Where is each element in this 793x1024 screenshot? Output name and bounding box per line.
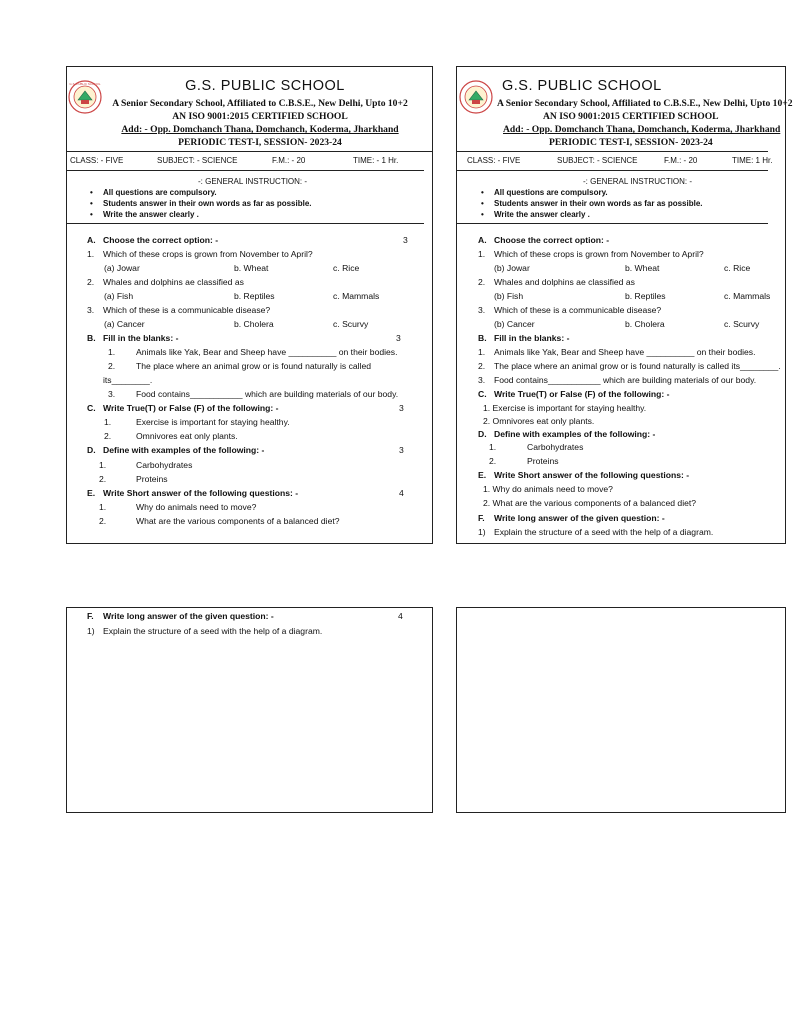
- blank-text-copy: Food contains___________ which are building materials of our body.: [494, 375, 757, 385]
- option-a: (a) Cancer: [104, 319, 145, 329]
- meta-rule-copy: [456, 170, 768, 171]
- define-number: 2.: [99, 474, 107, 484]
- school-affiliation: A Senior Secondary School, Affiliated to C.B.S.E., New Delhi, Upto 10+2: [112, 98, 408, 109]
- blank-number: 1.: [108, 347, 116, 357]
- section-e-letter-copy: E.: [478, 470, 487, 480]
- school-address-copy: Add: - Opp. Domchanch Thana, Domchanch, Koderma, Jharkhand: [503, 124, 781, 135]
- define-text: Carbohydrates: [136, 460, 193, 470]
- meta-rule: [66, 170, 424, 171]
- long-number: 1): [87, 626, 95, 636]
- school-name: G.S. PUBLIC SCHOOL: [185, 78, 345, 94]
- blank-text: Food contains___________ which are building materials of our body.: [136, 389, 399, 399]
- tf-text: Exercise is important for staying healthy.: [136, 417, 290, 427]
- school-certification-copy: AN ISO 9001:2015 CERTIFIED SCHOOL: [543, 111, 719, 122]
- time-label: TIME: - 1 Hr.: [353, 156, 399, 165]
- subject-label-copy: SUBJECT: - SCIENCE: [557, 156, 638, 165]
- section-b-title-copy: Fill in the blanks: -: [494, 333, 570, 343]
- option-c: c. Scurvy: [333, 319, 369, 329]
- section-d-marks: 3: [399, 445, 404, 455]
- question-text: Which of these crops is grown from November to April?: [103, 249, 313, 259]
- instruction-item: • All questions are compulsory.: [103, 188, 217, 197]
- instruction-item: • Write the answer clearly .: [103, 210, 199, 219]
- tf-text-copy: 2. Omnivores eat only plants.: [483, 416, 595, 426]
- option-c-copy: c. Mammals: [724, 291, 771, 301]
- section-b-letter: B.: [87, 333, 96, 343]
- section-f-title-copy: Write long answer of the given question: -: [494, 513, 665, 523]
- school-logo: [68, 80, 102, 114]
- short-text: Why do animals need to move?: [136, 502, 257, 512]
- define-number-copy: 2.: [489, 456, 497, 466]
- section-d-letter-copy: D.: [478, 429, 487, 439]
- tf-text-copy: 1. Exercise is important for staying healthy.: [483, 403, 647, 413]
- section-d-title-copy: Define with examples of the following: -: [494, 429, 656, 439]
- instruction-item: • Students answer in their own words as far as possible.: [103, 199, 312, 208]
- section-c-letter-copy: C.: [478, 389, 487, 399]
- section-b-letter-copy: B.: [478, 333, 487, 343]
- short-text: What are the various components of a balanced diet?: [136, 516, 340, 526]
- full-marks-label: F.M.: - 20: [272, 156, 306, 165]
- instructions-rule-copy: [456, 223, 768, 224]
- class-label: CLASS: - FIVE: [70, 156, 124, 165]
- instructions-rule: [66, 223, 424, 224]
- blank-number: 2.: [108, 361, 116, 371]
- option-b: b. Wheat: [234, 263, 269, 273]
- option-a: (a) Jowar: [104, 263, 140, 273]
- section-f-letter: F.: [87, 611, 94, 621]
- question-number: 1.: [87, 249, 95, 259]
- tf-number: 2.: [104, 431, 112, 441]
- section-e-marks: 4: [399, 488, 404, 498]
- column-divider: [432, 66, 433, 544]
- option-a: (a) Fish: [104, 291, 134, 301]
- section-f-letter-copy: F.: [478, 513, 485, 523]
- section-f-title: Write long answer of the given question: -: [103, 611, 274, 621]
- section-c-title-copy: Write True(T) or False (F) of the following: -: [494, 389, 670, 399]
- long-text-copy: Explain the structure of a seed with the help of a diagram.: [494, 527, 714, 537]
- section-c-letter: C.: [87, 403, 96, 413]
- header-rule-copy: [456, 151, 768, 152]
- define-number: 1.: [99, 460, 107, 470]
- school-logo-copy: [459, 80, 493, 114]
- section-e-title: Write Short answer of the following questions: -: [103, 488, 299, 498]
- school-affiliation-copy: A Senior Secondary School, Affiliated to C.B.S.E., New Delhi, Upto 10+2: [497, 98, 793, 109]
- short-number: 2.: [99, 516, 107, 526]
- define-text: Proteins: [136, 474, 168, 484]
- section-a-marks: 3: [403, 235, 408, 245]
- option-c: c. Mammals: [333, 291, 380, 301]
- option-a-copy: (b) Cancer: [494, 319, 535, 329]
- option-b-copy: b. Cholera: [625, 319, 665, 329]
- define-number-copy: 1.: [489, 442, 497, 452]
- section-b-title: Fill in the blanks: -: [103, 333, 179, 343]
- long-number-copy: 1): [478, 527, 486, 537]
- question-number-copy: 3.: [478, 305, 486, 315]
- exam-title-copy: PERIODIC TEST-I, SESSION- 2023-24: [549, 137, 713, 148]
- instruction-item-copy: • Write the answer clearly .: [494, 210, 590, 219]
- school-address: Add: - Opp. Domchanch Thana, Domchanch, Koderma, Jharkhand: [121, 124, 399, 135]
- section-d-letter: D.: [87, 445, 96, 455]
- blank-number-copy: 1.: [478, 347, 486, 357]
- option-a-copy: (b) Fish: [494, 291, 524, 301]
- option-c-copy: c. Rice: [724, 263, 751, 273]
- class-label-copy: CLASS: - FIVE: [467, 156, 521, 165]
- question-text-copy: Which of these is a communicable disease?: [494, 305, 662, 315]
- school-name-copy: G.S. PUBLIC SCHOOL: [502, 78, 662, 94]
- option-b-copy: b. Wheat: [625, 263, 660, 273]
- question-number: 2.: [87, 277, 95, 287]
- short-number: 1.: [99, 502, 107, 512]
- blank-text: Animals like Yak, Bear and Sheep have __________ on their bodies.: [136, 347, 398, 357]
- question-number-copy: 1.: [478, 249, 486, 259]
- blank-text-continued: its________.: [103, 375, 153, 385]
- instructions-title-copy: -: GENERAL INSTRUCTION: -: [583, 177, 693, 186]
- header-rule: [66, 151, 433, 152]
- time-label-copy: TIME: 1 Hr.: [732, 156, 773, 165]
- blank-number-copy: 3.: [478, 375, 486, 385]
- blank-text-copy: Animals like Yak, Bear and Sheep have __________ on their bodies.: [494, 347, 756, 357]
- section-c-title: Write True(T) or False (F) of the following: -: [103, 403, 279, 413]
- school-certification: AN ISO 9001:2015 CERTIFIED SCHOOL: [172, 111, 348, 122]
- option-b-copy: b. Reptiles: [625, 291, 666, 301]
- section-a-title: Choose the correct option: -: [103, 235, 219, 245]
- option-b: b. Cholera: [234, 319, 274, 329]
- section-d-title: Define with examples of the following: -: [103, 445, 265, 455]
- page-two-left: [66, 607, 433, 813]
- question-number-copy: 2.: [478, 277, 486, 287]
- svg-text:G.S. PUBLIC SCHOOL: G.S. PUBLIC SCHOOL: [69, 82, 101, 86]
- instruction-item-copy: • All questions are compulsory.: [494, 188, 608, 197]
- exam-title: PERIODIC TEST-I, SESSION- 2023-24: [178, 137, 342, 148]
- short-text-copy: 1. Why do animals need to move?: [483, 484, 613, 494]
- tf-number: 1.: [104, 417, 112, 427]
- instruction-item-copy: • Students answer in their own words as far as possible.: [494, 199, 703, 208]
- blank-number: 3.: [108, 389, 116, 399]
- section-a-letter-copy: A.: [478, 235, 487, 245]
- option-b: b. Reptiles: [234, 291, 275, 301]
- define-text-copy: Carbohydrates: [527, 442, 584, 452]
- question-text: Whales and dolphins ae classified as: [103, 277, 244, 287]
- option-a-copy: (b) Jowar: [494, 263, 530, 273]
- page-two-divider: [432, 607, 433, 813]
- section-a-letter: A.: [87, 235, 96, 245]
- tf-text: Omnivores eat only plants.: [136, 431, 238, 441]
- section-c-marks: 3: [399, 403, 404, 413]
- question-text-copy: Which of these crops is grown from November to April?: [494, 249, 704, 259]
- subject-label: SUBJECT: - SCIENCE: [157, 156, 238, 165]
- blank-number-copy: 2.: [478, 361, 486, 371]
- option-c-copy: c. Scurvy: [724, 319, 760, 329]
- section-e-title-copy: Write Short answer of the following questions: -: [494, 470, 690, 480]
- instructions-title: -: GENERAL INSTRUCTION: -: [198, 177, 308, 186]
- blank-text: The place where an animal grow or is found naturally is called: [136, 361, 372, 371]
- section-f-marks: 4: [398, 611, 403, 621]
- long-text: Explain the structure of a seed with the help of a diagram.: [103, 626, 323, 636]
- blank-text-copy: The place where an animal grow or is found naturally is called its________.: [494, 361, 781, 371]
- section-b-marks: 3: [396, 333, 401, 343]
- page-two-right: [456, 607, 786, 813]
- full-marks-label-copy: F.M.: - 20: [664, 156, 698, 165]
- question-text: Which of these is a communicable disease?: [103, 305, 271, 315]
- section-a-title-copy: Choose the correct option: -: [494, 235, 610, 245]
- option-c: c. Rice: [333, 263, 360, 273]
- short-text-copy: 2. What are the various components of a balanced diet?: [483, 498, 697, 508]
- define-text-copy: Proteins: [527, 456, 559, 466]
- question-text-copy: Whales and dolphins ae classified as: [494, 277, 635, 287]
- section-e-letter: E.: [87, 488, 96, 498]
- question-number: 3.: [87, 305, 95, 315]
